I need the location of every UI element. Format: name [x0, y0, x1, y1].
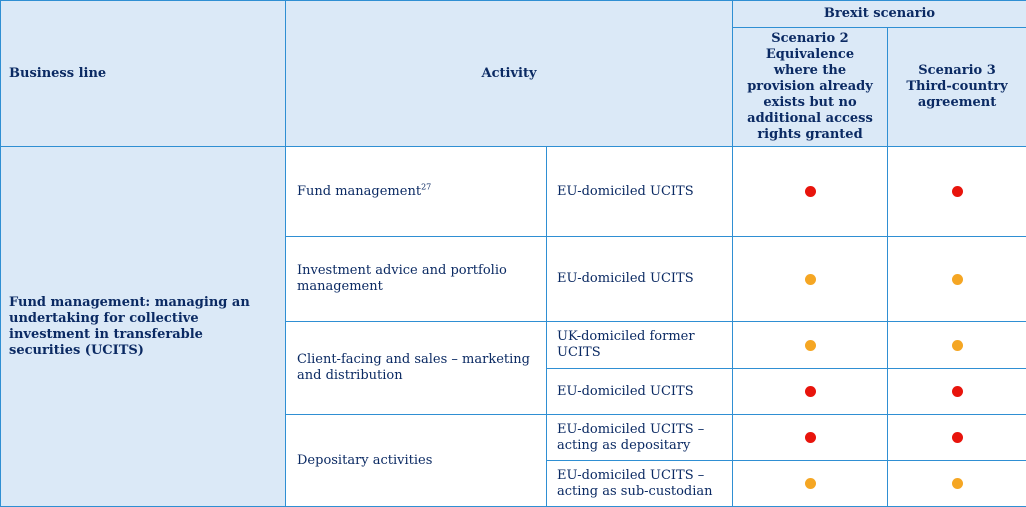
business-line-header: Business line	[1, 1, 286, 147]
status-dot	[805, 478, 816, 489]
business-line-cell: Fund management: managing an undertaking for collective investment in transferable securities (UCITS)	[1, 147, 286, 507]
status-dot	[805, 432, 816, 443]
scenario-3-header: Scenario 3 Third-country agreement	[888, 28, 1026, 147]
status-dot	[952, 432, 963, 443]
scenario-3-status	[888, 369, 1026, 415]
footnote-marker: 27	[421, 182, 432, 192]
status-dot	[805, 274, 816, 285]
status-dot	[952, 340, 963, 351]
scenario-2-header: Scenario 2 Equivalence where the provision already exists but no additional access rights granted	[733, 28, 888, 147]
scenario-3-status	[888, 322, 1026, 369]
activity-header: Activity	[286, 1, 733, 147]
activity-cell: Client-facing and sales – marketing and distribution	[286, 322, 547, 415]
status-dot	[952, 274, 963, 285]
sub-activity-cell: EU-domiciled UCITS	[547, 369, 733, 415]
sub-activity-cell: EU-domiciled UCITS – acting as depositary	[547, 415, 733, 461]
sub-activity-cell: EU-domiciled UCITS	[547, 237, 733, 322]
scenario-3-status	[888, 415, 1026, 461]
activity-cell	[286, 147, 547, 237]
activity-cell: Depositary activities	[286, 415, 547, 507]
table-row	[1, 147, 1026, 237]
brexit-scenario-header: Brexit scenario	[733, 1, 1026, 28]
status-dot	[952, 386, 963, 397]
activity-label: Fund management	[297, 183, 422, 199]
scenario-2-status	[733, 369, 888, 415]
scenario-2-status	[733, 147, 888, 237]
scenario-2-status	[733, 461, 888, 507]
status-dot	[952, 186, 963, 197]
sub-activity-cell: UK-domiciled former UCITS	[547, 322, 733, 369]
scenario-2-status	[733, 322, 888, 369]
status-dot	[805, 340, 816, 351]
scenario-3-status	[888, 237, 1026, 322]
scenario-2-status	[733, 415, 888, 461]
sub-activity-cell: EU-domiciled UCITS	[547, 147, 733, 237]
scenario-3-status	[888, 461, 1026, 507]
status-dot	[952, 478, 963, 489]
status-dot	[805, 186, 816, 197]
scenario-2-status	[733, 237, 888, 322]
status-dot	[805, 386, 816, 397]
activity-cell: Investment advice and portfolio management	[286, 237, 547, 322]
scenario-3-status	[888, 147, 1026, 237]
sub-activity-cell: EU-domiciled UCITS – acting as sub-custodian	[547, 461, 733, 507]
